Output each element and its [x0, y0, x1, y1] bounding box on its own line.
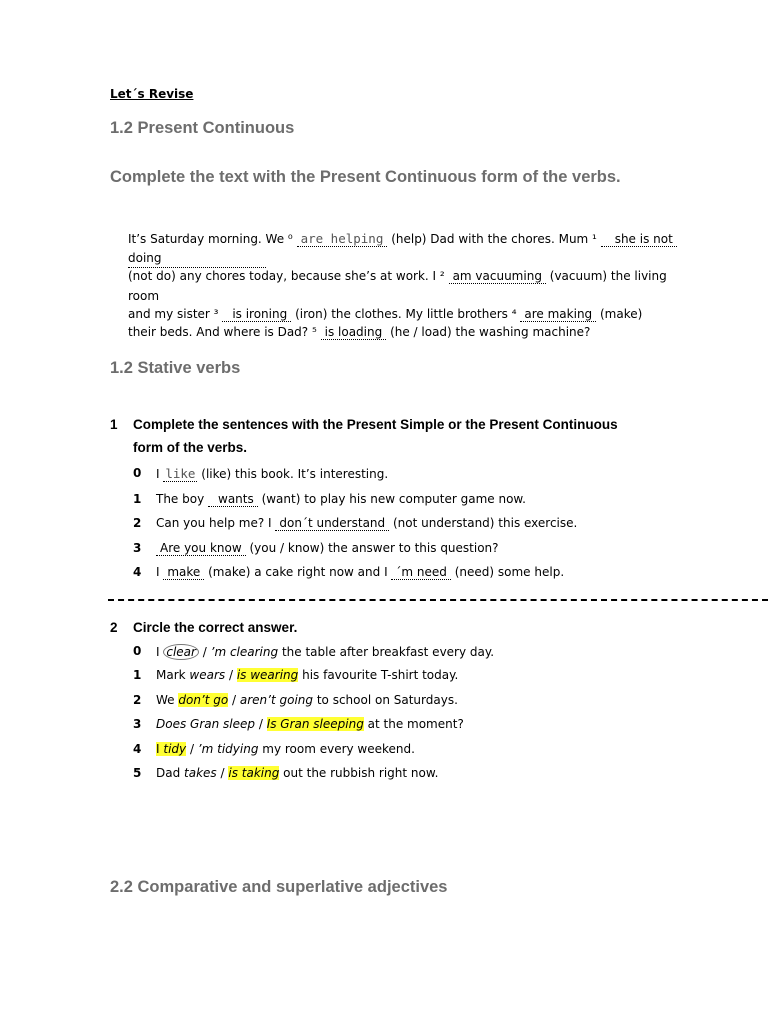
answer-4: are making — [520, 307, 596, 322]
answer-make: make — [163, 565, 204, 580]
section-heading-stative-verbs: 1.2 Stative verbs — [110, 359, 241, 377]
ex1-item-3: Are you know (you / know) the answer to this question? — [156, 541, 499, 555]
answer-like: like — [165, 466, 196, 481]
answer-blank — [128, 257, 266, 268]
exercise-1-number: 1 — [110, 417, 118, 432]
text-line-5: and my sister ³ is ironing (iron) the clothes. My little brothers ⁴ are making (make) — [128, 307, 643, 321]
highlighted-answer: is wearing — [236, 668, 299, 682]
text-line-4: room — [128, 289, 160, 303]
item-number: 4 — [133, 565, 142, 579]
item-number: 5 — [133, 766, 142, 780]
answer-2: am vacuuming — [449, 269, 546, 284]
exercise-1-instruction-line-1: Complete the sentences with the Present Simple or the Present Continuous — [133, 417, 618, 432]
answer-need: ´m need — [391, 565, 451, 580]
exercise-1-instruction-line-2: form of the verbs. — [133, 440, 248, 455]
ex2-item-1: Mark wears / is wearing his favourite T-shirt today. — [156, 668, 459, 682]
answer-are-you-know: Are you know — [156, 541, 246, 556]
ex2-item-3: Does Gran sleep / Is Gran sleeping at the moment? — [156, 717, 464, 731]
answer-wants: wants — [208, 492, 258, 507]
circled-answer: clear — [163, 644, 199, 660]
exercise-2-number: 2 — [110, 620, 118, 635]
ex1-item-2: Can you help me? I don´t understand (not understand) this exercise. — [156, 516, 578, 530]
item-number: 2 — [133, 693, 142, 707]
item-number: 1 — [133, 492, 142, 506]
item-number: 1 — [133, 668, 142, 682]
instruction-present-continuous: Complete the text with the Present Continuous form of the verbs. — [110, 168, 621, 186]
text-line-2: doing — [128, 251, 162, 265]
text-line-6: their beds. And where is Dad? ⁵ is loading (he / load) the washing machine? — [128, 325, 591, 339]
answer-0: are helping — [297, 231, 388, 247]
item-number: 3 — [133, 541, 142, 555]
answer-3: is ironing — [222, 307, 291, 322]
section-heading-present-continuous: 1.2 Present Continuous — [110, 119, 295, 137]
ex2-item-0: I clear / ’m clearing the table after breakfast every day. — [156, 645, 495, 659]
ex2-item-4: I tidy / ’m tidying my room every weekend. — [156, 742, 415, 756]
item-number: 0 — [133, 644, 142, 658]
answer-1: she is not — [601, 232, 677, 247]
ex1-item-0: I like (like) this book. It’s interesting. — [156, 466, 389, 481]
text-line-1: It’s Saturday morning. We ⁰ are helping (help) Dad with the chores. Mum ¹ she is not — [128, 231, 677, 246]
highlighted-answer: don’t go — [178, 693, 229, 707]
dashed-separator — [108, 599, 768, 601]
highlighted-answer: tidy — [163, 742, 187, 756]
ex1-item-1: The boy wants (want) to play his new computer game now. — [156, 492, 526, 506]
page-title: Let´s Revise — [110, 87, 194, 101]
ex2-item-2: We don’t go / aren’t going to school on Saturdays. — [156, 693, 458, 707]
text-line-3: (not do) any chores today, because she’s at work. I ² am vacuuming (vacuum) the living — [128, 269, 667, 283]
ex2-item-5: Dad takes / is taking out the rubbish right now. — [156, 766, 439, 780]
item-number: 3 — [133, 717, 142, 731]
highlighted-answer: Is Gran sleeping — [266, 717, 364, 731]
answer-5: is loading — [321, 325, 387, 340]
exercise-2-instruction: Circle the correct answer. — [133, 620, 298, 635]
item-number: 4 — [133, 742, 142, 756]
answer-dont-understand: don´t understand — [275, 516, 389, 531]
ex1-item-4: I make (make) a cake right now and I ´m need (need) some help. — [156, 565, 565, 579]
highlighted-answer: is taking — [228, 766, 280, 780]
section-heading-comparative-superlative: 2.2 Comparative and superlative adjectives — [110, 878, 448, 896]
item-number: 0 — [133, 466, 142, 480]
item-number: 2 — [133, 516, 142, 530]
